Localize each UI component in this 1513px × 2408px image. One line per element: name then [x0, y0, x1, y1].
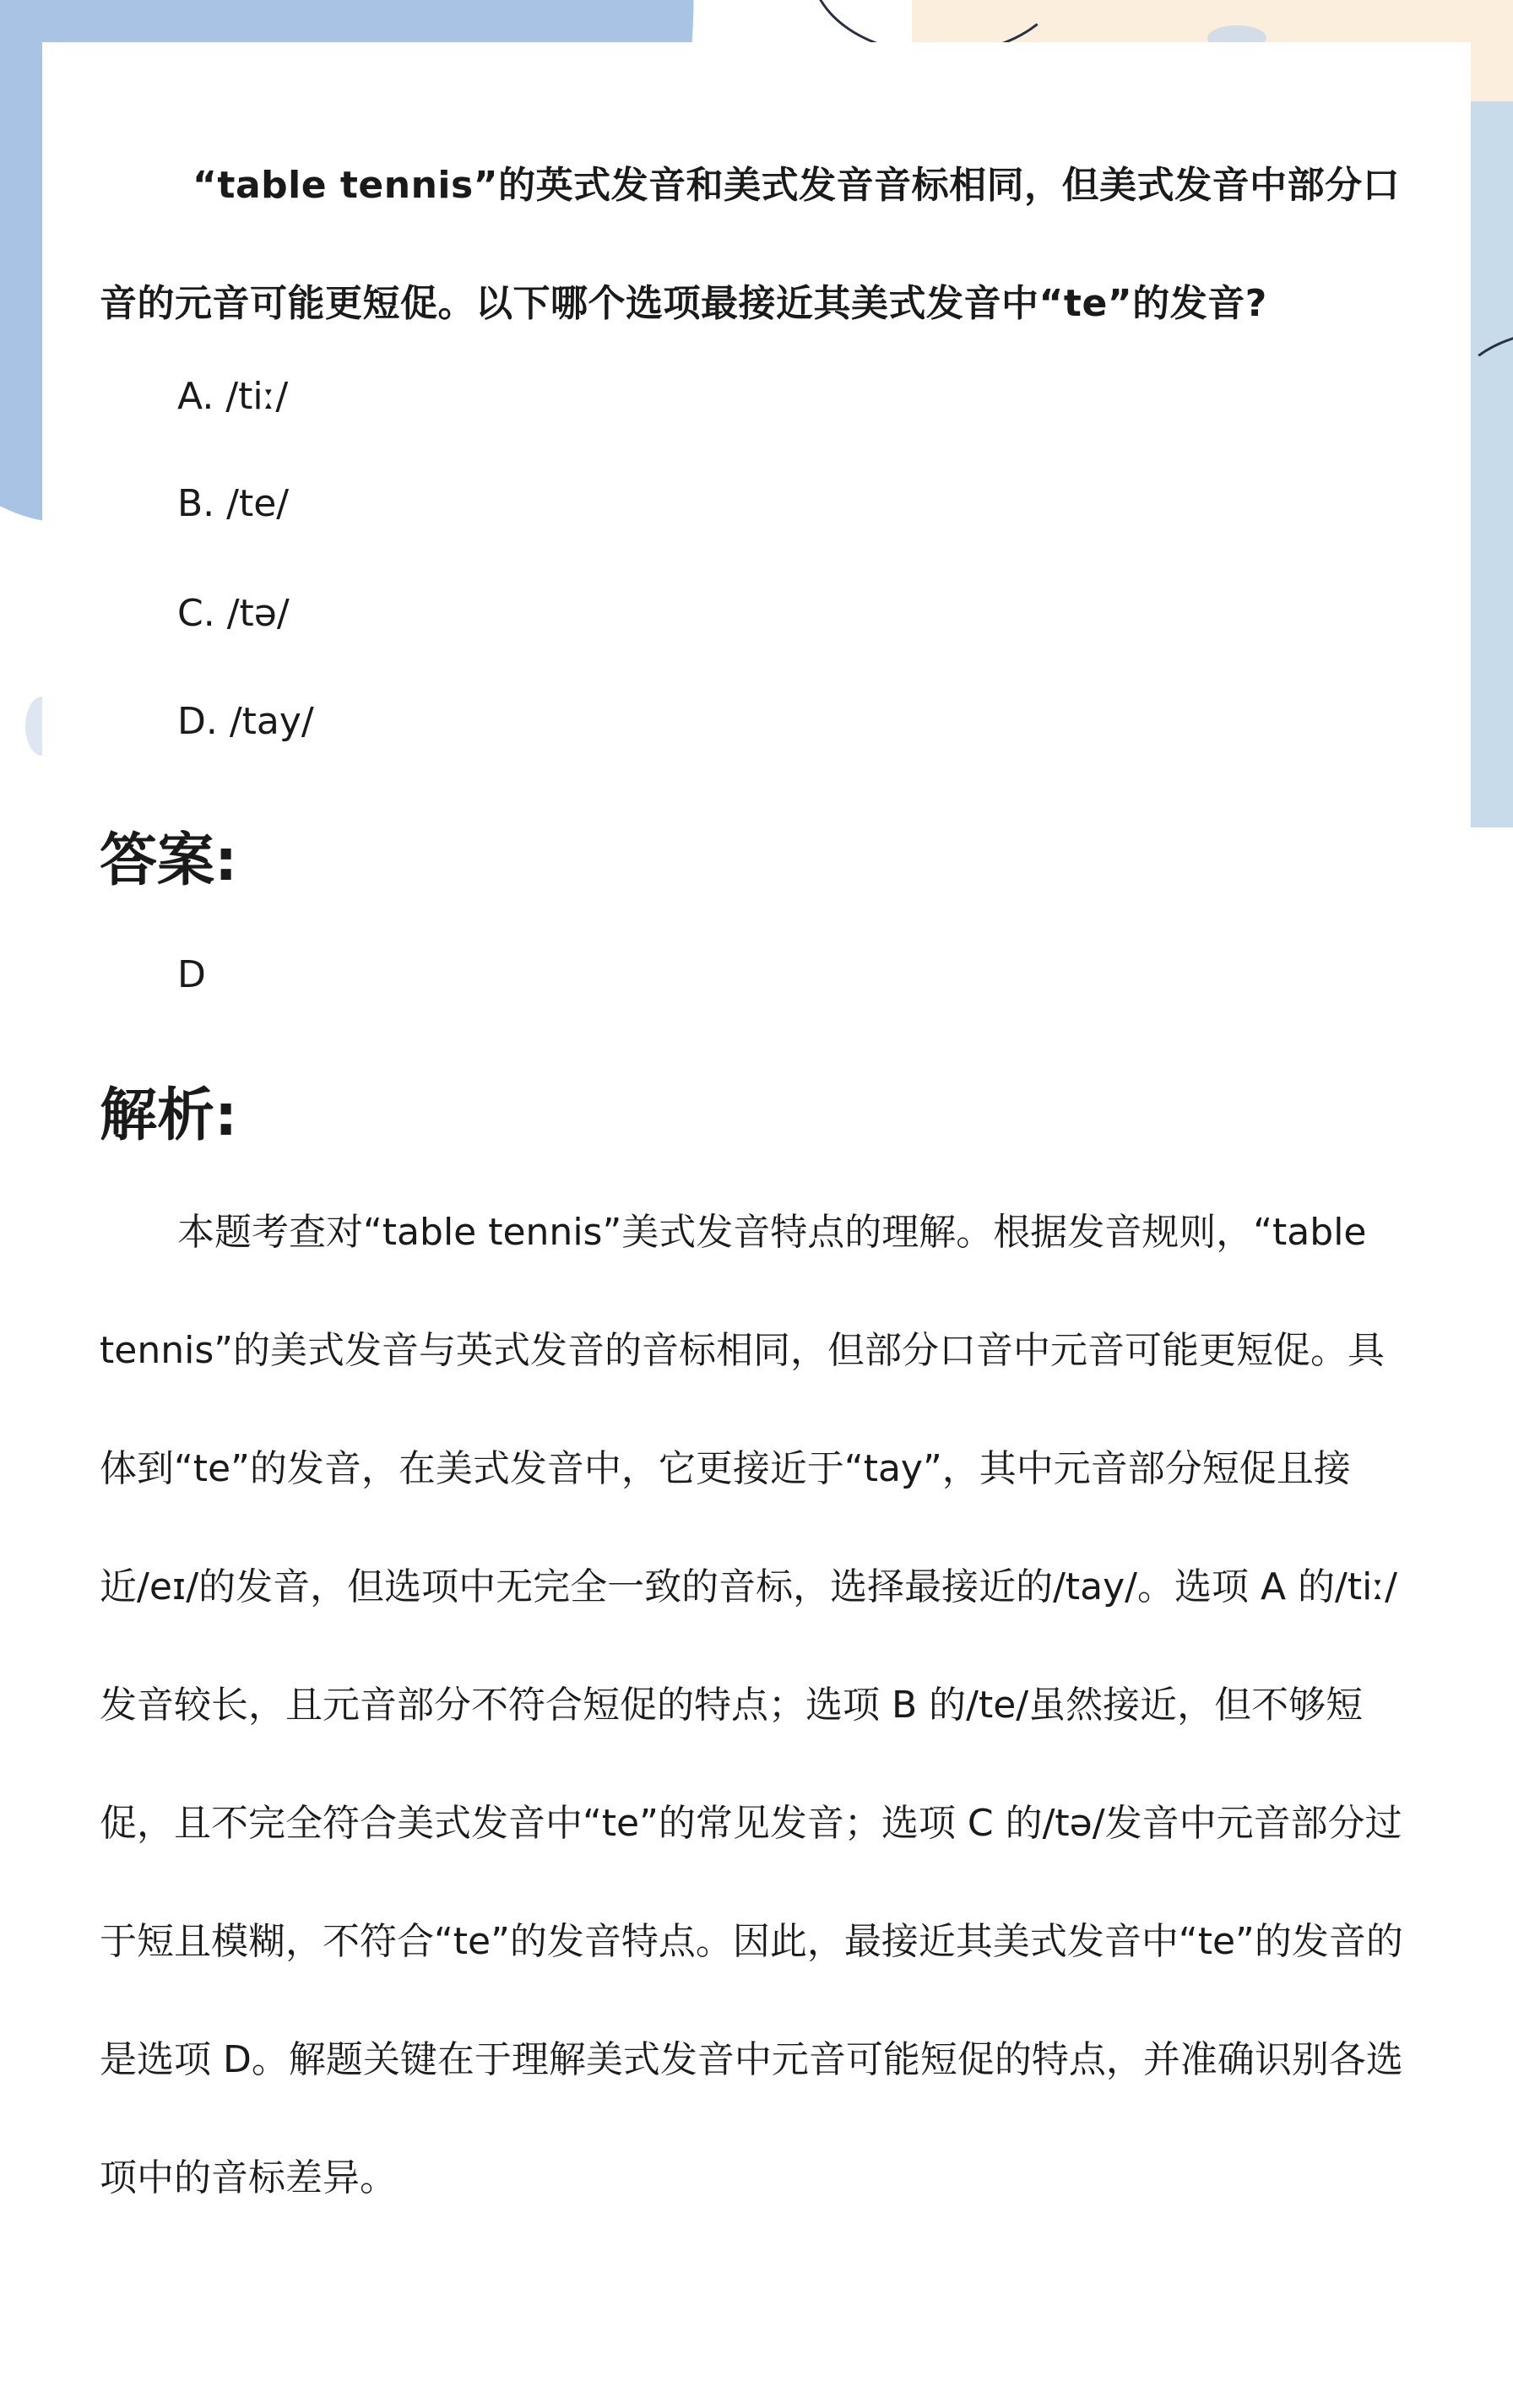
answer-value: D: [177, 953, 206, 996]
question-text: “table tennis”的英式发音和美式发音音标相同，但美式发音中部分口音的元音可能更短促。以下哪个选项最接近其美式发音中“te”的发音?: [100, 164, 1401, 325]
option-a: A. /tiː/: [177, 375, 289, 418]
option-d: D. /tay/: [177, 700, 314, 743]
answer-heading: 答案:: [100, 827, 238, 894]
option-b: B. /te/: [177, 482, 290, 525]
analysis-text: 本题考查对“table tennis”美式发音特点的理解。根据发音规则，“table tennis”的美式发音与英式发音的音标相同，但部分口音中元音可能更短促。具体到“te”的发音，在美式发音中，它更接近于“tay”，其中元音部分短促且接近/eɪ/的发音，但选项中无完全一致的音标，选择最接近的/tay/。选项 A 的/tiː/发音较长，且元音部分不符合短促的特点；选项 B 的/te/虽然接近，但不够短促，且不完全符合美式发音中“te”的常见发音；选项 C 的/tə/发音中元音部分过于短且模糊，不符合“te”的发音特点。因此，最接近其美式发音中“te”的发音的是选项 D。解题关键在于理解美式发音中元音可能短促的特点，并准确识别各选项中的音标差异。: [100, 1211, 1403, 2199]
analysis-heading: 解析:: [100, 1082, 238, 1149]
option-c: C. /tə/: [177, 592, 290, 635]
